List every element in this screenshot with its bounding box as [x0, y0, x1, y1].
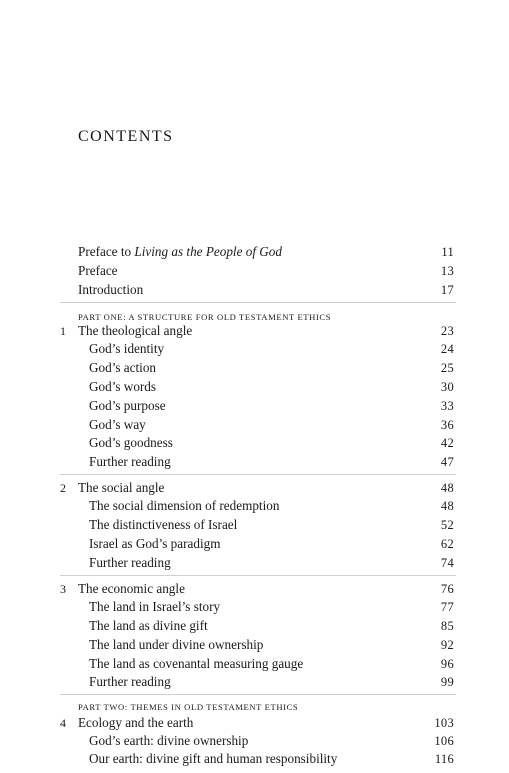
toc-chapter-4[interactable]	[0, 714, 509, 732]
toc-section[interactable]	[0, 516, 509, 534]
toc-section[interactable]	[0, 535, 509, 553]
page-number: 30	[440, 380, 454, 394]
page-number: 74	[440, 556, 454, 570]
part-heading: PART ONE: A STRUCTURE FOR OLD TESTAMENT ETHICS	[78, 312, 332, 322]
page-number: 116	[434, 752, 454, 766]
toc-section[interactable]	[0, 340, 509, 358]
page-number: 85	[440, 619, 454, 633]
toc-entry-introduction[interactable]	[0, 281, 509, 299]
page-number: 48	[440, 481, 454, 495]
page-number: 23	[440, 324, 454, 338]
chapter-number: 2	[60, 481, 66, 495]
toc-section[interactable]	[0, 655, 509, 673]
section-title: The land as covenantal measuring gauge	[89, 656, 304, 671]
chapter-number: 3	[60, 582, 66, 596]
section-title: The social dimension of redemption	[89, 498, 280, 513]
divider	[60, 575, 456, 576]
page-number: 52	[440, 518, 454, 532]
page-number: 11	[441, 245, 454, 259]
toc-section[interactable]	[0, 750, 509, 768]
toc-section[interactable]	[0, 378, 509, 396]
toc-entry-preface-to-living[interactable]	[0, 243, 509, 261]
toc-section[interactable]	[0, 636, 509, 654]
section-title: Further reading	[89, 454, 171, 469]
page-number: 77	[440, 600, 454, 614]
toc-section[interactable]	[0, 397, 509, 415]
page-number: 96	[440, 657, 454, 671]
page-number: 33	[440, 399, 454, 413]
page-number: 36	[440, 418, 454, 432]
divider	[60, 474, 456, 475]
toc-section[interactable]	[0, 453, 509, 471]
toc-chapter-1[interactable]	[0, 322, 509, 340]
chapter-number: 1	[60, 324, 66, 338]
page-number: 25	[440, 361, 454, 375]
toc-section[interactable]	[0, 673, 509, 691]
chapter-title: The economic angle	[78, 581, 185, 596]
page-number: 92	[440, 638, 454, 652]
section-title: The distinctiveness of Israel	[89, 517, 238, 532]
toc-section[interactable]	[0, 434, 509, 452]
section-title: Israel as God’s paradigm	[89, 536, 221, 551]
page-title: CONTENTS	[78, 128, 174, 145]
toc-entry-preface[interactable]	[0, 262, 509, 280]
section-title: Further reading	[89, 674, 171, 689]
chapter-number: 4	[60, 716, 66, 730]
section-title: God’s purpose	[89, 398, 166, 413]
toc-section[interactable]	[0, 598, 509, 616]
divider	[60, 302, 456, 303]
page-number: 62	[440, 537, 454, 551]
page-number: 47	[440, 455, 454, 469]
toc-section[interactable]	[0, 497, 509, 515]
page-number: 48	[440, 499, 454, 513]
toc-chapter-3[interactable]	[0, 580, 509, 598]
toc-section[interactable]	[0, 554, 509, 572]
section-title: God’s words	[89, 379, 157, 394]
page-number: 99	[440, 675, 454, 689]
section-title: God’s way	[89, 417, 146, 432]
section-title: God’s earth: divine ownership	[89, 733, 249, 748]
toc-section[interactable]	[0, 732, 509, 750]
page-number: 103	[434, 716, 454, 730]
page-number: 76	[440, 582, 454, 596]
toc-section[interactable]	[0, 359, 509, 377]
entry-title: Preface to Living as the People of God	[78, 244, 282, 259]
toc-chapter-2[interactable]	[0, 479, 509, 497]
chapter-title: Ecology and the earth	[78, 715, 194, 730]
page-number: 42	[440, 436, 454, 450]
toc-section[interactable]	[0, 617, 509, 635]
divider	[60, 694, 456, 695]
section-title: God’s goodness	[89, 435, 173, 450]
section-title: God’s identity	[89, 341, 165, 356]
section-title: The land under divine ownership	[89, 637, 264, 652]
chapter-title: The social angle	[78, 480, 165, 495]
toc-section[interactable]	[0, 416, 509, 434]
chapter-title: The theological angle	[78, 323, 193, 338]
page-number: 24	[440, 342, 454, 356]
page-number: 17	[440, 283, 454, 297]
section-title: The land in Israel’s story	[89, 599, 221, 614]
part-heading: PART TWO: THEMES IN OLD TESTAMENT ETHICS	[78, 702, 299, 712]
entry-title: Introduction	[78, 282, 144, 297]
section-title: Our earth: divine gift and human responsibility	[89, 751, 338, 766]
section-title: Further reading	[89, 555, 171, 570]
page-number: 106	[434, 734, 454, 748]
entry-title: Preface	[78, 263, 118, 278]
section-title: God’s action	[89, 360, 157, 375]
page-number: 13	[440, 264, 454, 278]
section-title: The land as divine gift	[89, 618, 208, 633]
